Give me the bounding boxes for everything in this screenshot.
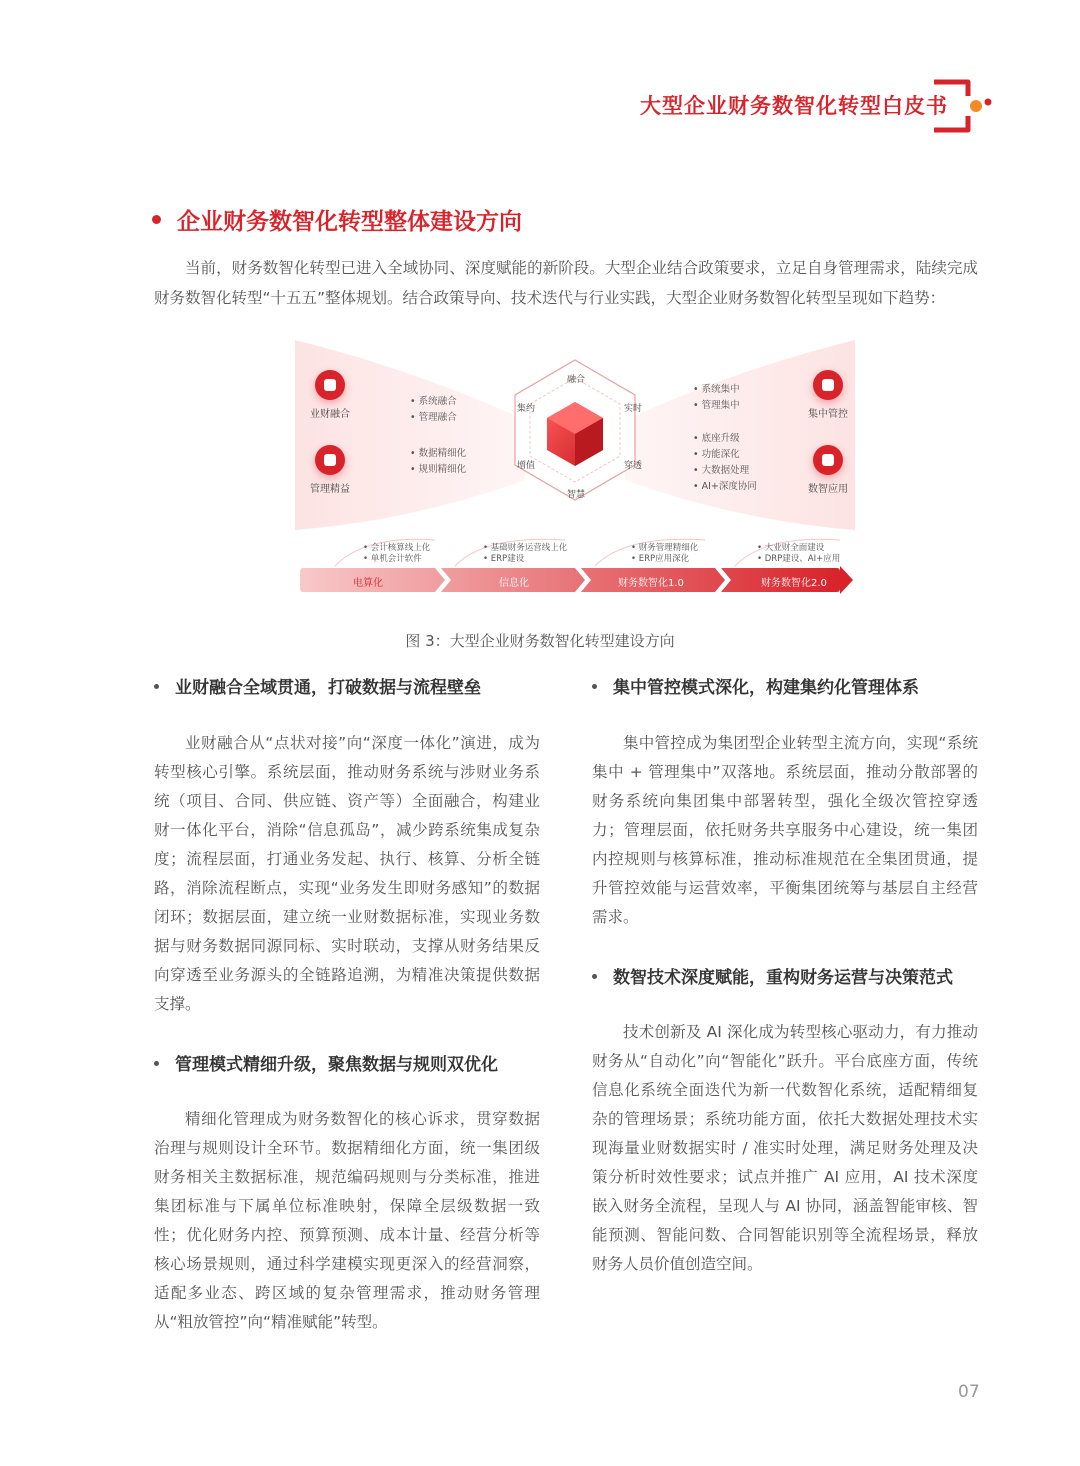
note: • 管理集中 bbox=[693, 400, 740, 411]
hex-label-tr: 实时 bbox=[624, 404, 643, 414]
paragraph-centralized bbox=[592, 729, 978, 932]
right-note-1 bbox=[693, 382, 740, 414]
note: • 系统融合 bbox=[410, 396, 457, 407]
paragraph-text: 精细化管理成为财务数智化的核心诉求，贯穿数据治理与规则设计全环节。数据精细化方面，统一集团级财务相关主数据标准，规范编码规则与分类标准，推进集团标准与下属单位标准映射，保障全层级数据一致性；优化财务内控、预算预测、成本计量、经营分析等核心场景规则，通过科学建模实现更深入的经营洞察，适配多业态、跨区域的复杂管理需求，推动财务管理从“粗放管控”向“精准赋能”转型。 bbox=[154, 1110, 540, 1331]
note: • 基础财务运营线上化 bbox=[483, 543, 568, 553]
paragraph-text: 技术创新及 AI 深化成为转型核心驱动力，有力推动财务从“自动化”向“智能化”跃升。平台底座方面，传统信息化系统全面迭代为新一代数智化系统，适配精细复杂的管理场景；系统功能方面，依托大数据处理技术实现海量业财数据实时 / 准实时处理，满足财务处理及决策分析时效性要求；试点并推广 AI 应用，AI 技术深度嵌入财务全流程，呈现人与 AI 协同，涵盖智能审核、智能预测、智能问数、合同智能识别等全流程场景，释放财务人员价值创造空间。 bbox=[592, 1023, 978, 1273]
stage-label-2: 信息化 bbox=[499, 578, 529, 589]
note: • ERP建设 bbox=[483, 554, 525, 564]
paragraph-text: 业财融合从“点状对接”向“深度一体化”演进，成为转型核心引擎。系统层面，推动财务系统与涉财业务系统（项目、合同、供应链、资产等）全面融合，构建业财一体化平台，消除“信息孤岛”，减少跨系统集成复杂度；流程层面，打通业务发起、执行、核算、分析全链路，消除流程断点，实现“业务发生即财务感知”的数据闭环；数据层面，建立统一业财数据标准，实现业务数据与财务数据同源同标、实时联动，支撑从财务结果反向穿透至业务源头的全链路追溯，为精准决策提供数据支撑。 bbox=[154, 734, 540, 1013]
left-note-1 bbox=[410, 394, 457, 426]
bullet-icon bbox=[592, 974, 597, 979]
bullet-icon bbox=[154, 684, 159, 689]
left-note-2 bbox=[410, 446, 466, 478]
right-item-1: 集中管控 bbox=[808, 409, 848, 420]
subheading-business-finance bbox=[154, 673, 481, 698]
right-note-2 bbox=[693, 431, 757, 495]
bullet-icon bbox=[592, 684, 597, 689]
section-heading bbox=[152, 203, 522, 236]
left-item-2: 管理精益 bbox=[310, 484, 350, 495]
stage-label-1: 电算化 bbox=[353, 578, 383, 589]
page-number: 07 bbox=[958, 1382, 980, 1402]
note: • 大数据处理 bbox=[693, 465, 750, 476]
note: • 规则精细化 bbox=[410, 464, 467, 475]
business-finance-icon bbox=[315, 370, 345, 400]
subheading-text: 数智技术深度赋能，重构财务运营与决策范式 bbox=[613, 968, 953, 988]
note: • 数据精细化 bbox=[410, 448, 467, 459]
note: • 财务管理精细化 bbox=[631, 543, 699, 553]
section-title: 企业财务数智化转型整体建设方向 bbox=[177, 209, 522, 235]
paragraph-digital-tech bbox=[592, 1018, 978, 1279]
heading-bullet-icon bbox=[152, 215, 161, 224]
subheading-text: 管理模式精细升级，聚焦数据与规则双优化 bbox=[175, 1055, 498, 1075]
note: • 管理融合 bbox=[410, 412, 457, 423]
hex-label-br: 穿透 bbox=[624, 461, 643, 471]
note: • ERP应用深化 bbox=[631, 554, 690, 564]
hex-label-bottom: 智慧 bbox=[567, 490, 586, 500]
note: • 功能深化 bbox=[693, 449, 740, 460]
stage-label-4: 财务数智化2.0 bbox=[761, 578, 827, 589]
subheading-centralized bbox=[592, 673, 919, 698]
hex-label-top: 融合 bbox=[567, 375, 586, 385]
figure-caption: 图 3：大型企业财务数智化转型建设方向 bbox=[405, 632, 675, 650]
paragraph-business-finance bbox=[154, 729, 540, 1019]
header-logo-mark bbox=[920, 76, 996, 136]
intro-text: 当前，财务数智化转型已进入全域协同、深度赋能的新阶段。大型企业结合政策要求，立足自身管理需求，陆续完成财务数智化转型“十五五”整体规划。结合政策导向、技术迭代与行业实践，大型企业财务数智化转型呈现如下趋势： bbox=[154, 259, 978, 307]
intro-paragraph bbox=[154, 253, 978, 313]
left-item-1: 业财融合 bbox=[310, 409, 350, 420]
stage-note-3 bbox=[631, 543, 698, 565]
stage-note-1 bbox=[363, 543, 430, 565]
stage-note-2 bbox=[483, 543, 567, 565]
note: • DRP建设、AI+应用 bbox=[757, 554, 841, 564]
note: • 系统集中 bbox=[693, 384, 740, 395]
hex-label-bl: 增值 bbox=[517, 461, 536, 471]
note: • 大业财全面建设 bbox=[757, 543, 825, 553]
digital-app-icon bbox=[813, 445, 843, 475]
hex-label-tl: 集约 bbox=[517, 404, 536, 414]
transformation-diagram bbox=[295, 330, 855, 600]
subheading-digital-tech bbox=[592, 963, 953, 988]
bullet-icon bbox=[154, 1061, 159, 1066]
subheading-text: 业财融合全域贯通，打破数据与流程壁垒 bbox=[175, 678, 481, 698]
centralized-control-icon bbox=[813, 370, 843, 400]
subheading-management bbox=[154, 1050, 498, 1075]
paragraph-text: 集中管控成为集团型企业转型主流方向，实现“系统集中 + 管理集中”双落地。系统层面，推动分散部署的财务系统向集团集中部署转型，强化全级次管控穿透力；管理层面，依托财务共享服务中心建设，统一集团内控规则与核算标准，推动标准规范在全集团贯通，提升管控效能与运营效率，平衡集团统筹与基层自主经营需求。 bbox=[592, 734, 978, 926]
management-icon bbox=[315, 445, 345, 475]
note: • 底座升级 bbox=[693, 433, 740, 444]
paragraph-management bbox=[154, 1105, 540, 1337]
stage-note-4 bbox=[757, 543, 840, 565]
subheading-text: 集中管控模式深化，构建集约化管理体系 bbox=[613, 678, 919, 698]
header-title: 大型企业财务数智化转型白皮书 bbox=[640, 94, 948, 118]
stage-label-3: 财务数智化1.0 bbox=[618, 578, 684, 589]
note: • AI+深度协同 bbox=[693, 481, 757, 492]
right-item-2: 数智应用 bbox=[808, 484, 848, 495]
note: • 单机会计软件 bbox=[363, 554, 422, 564]
note: • 会计核算线上化 bbox=[363, 543, 431, 553]
